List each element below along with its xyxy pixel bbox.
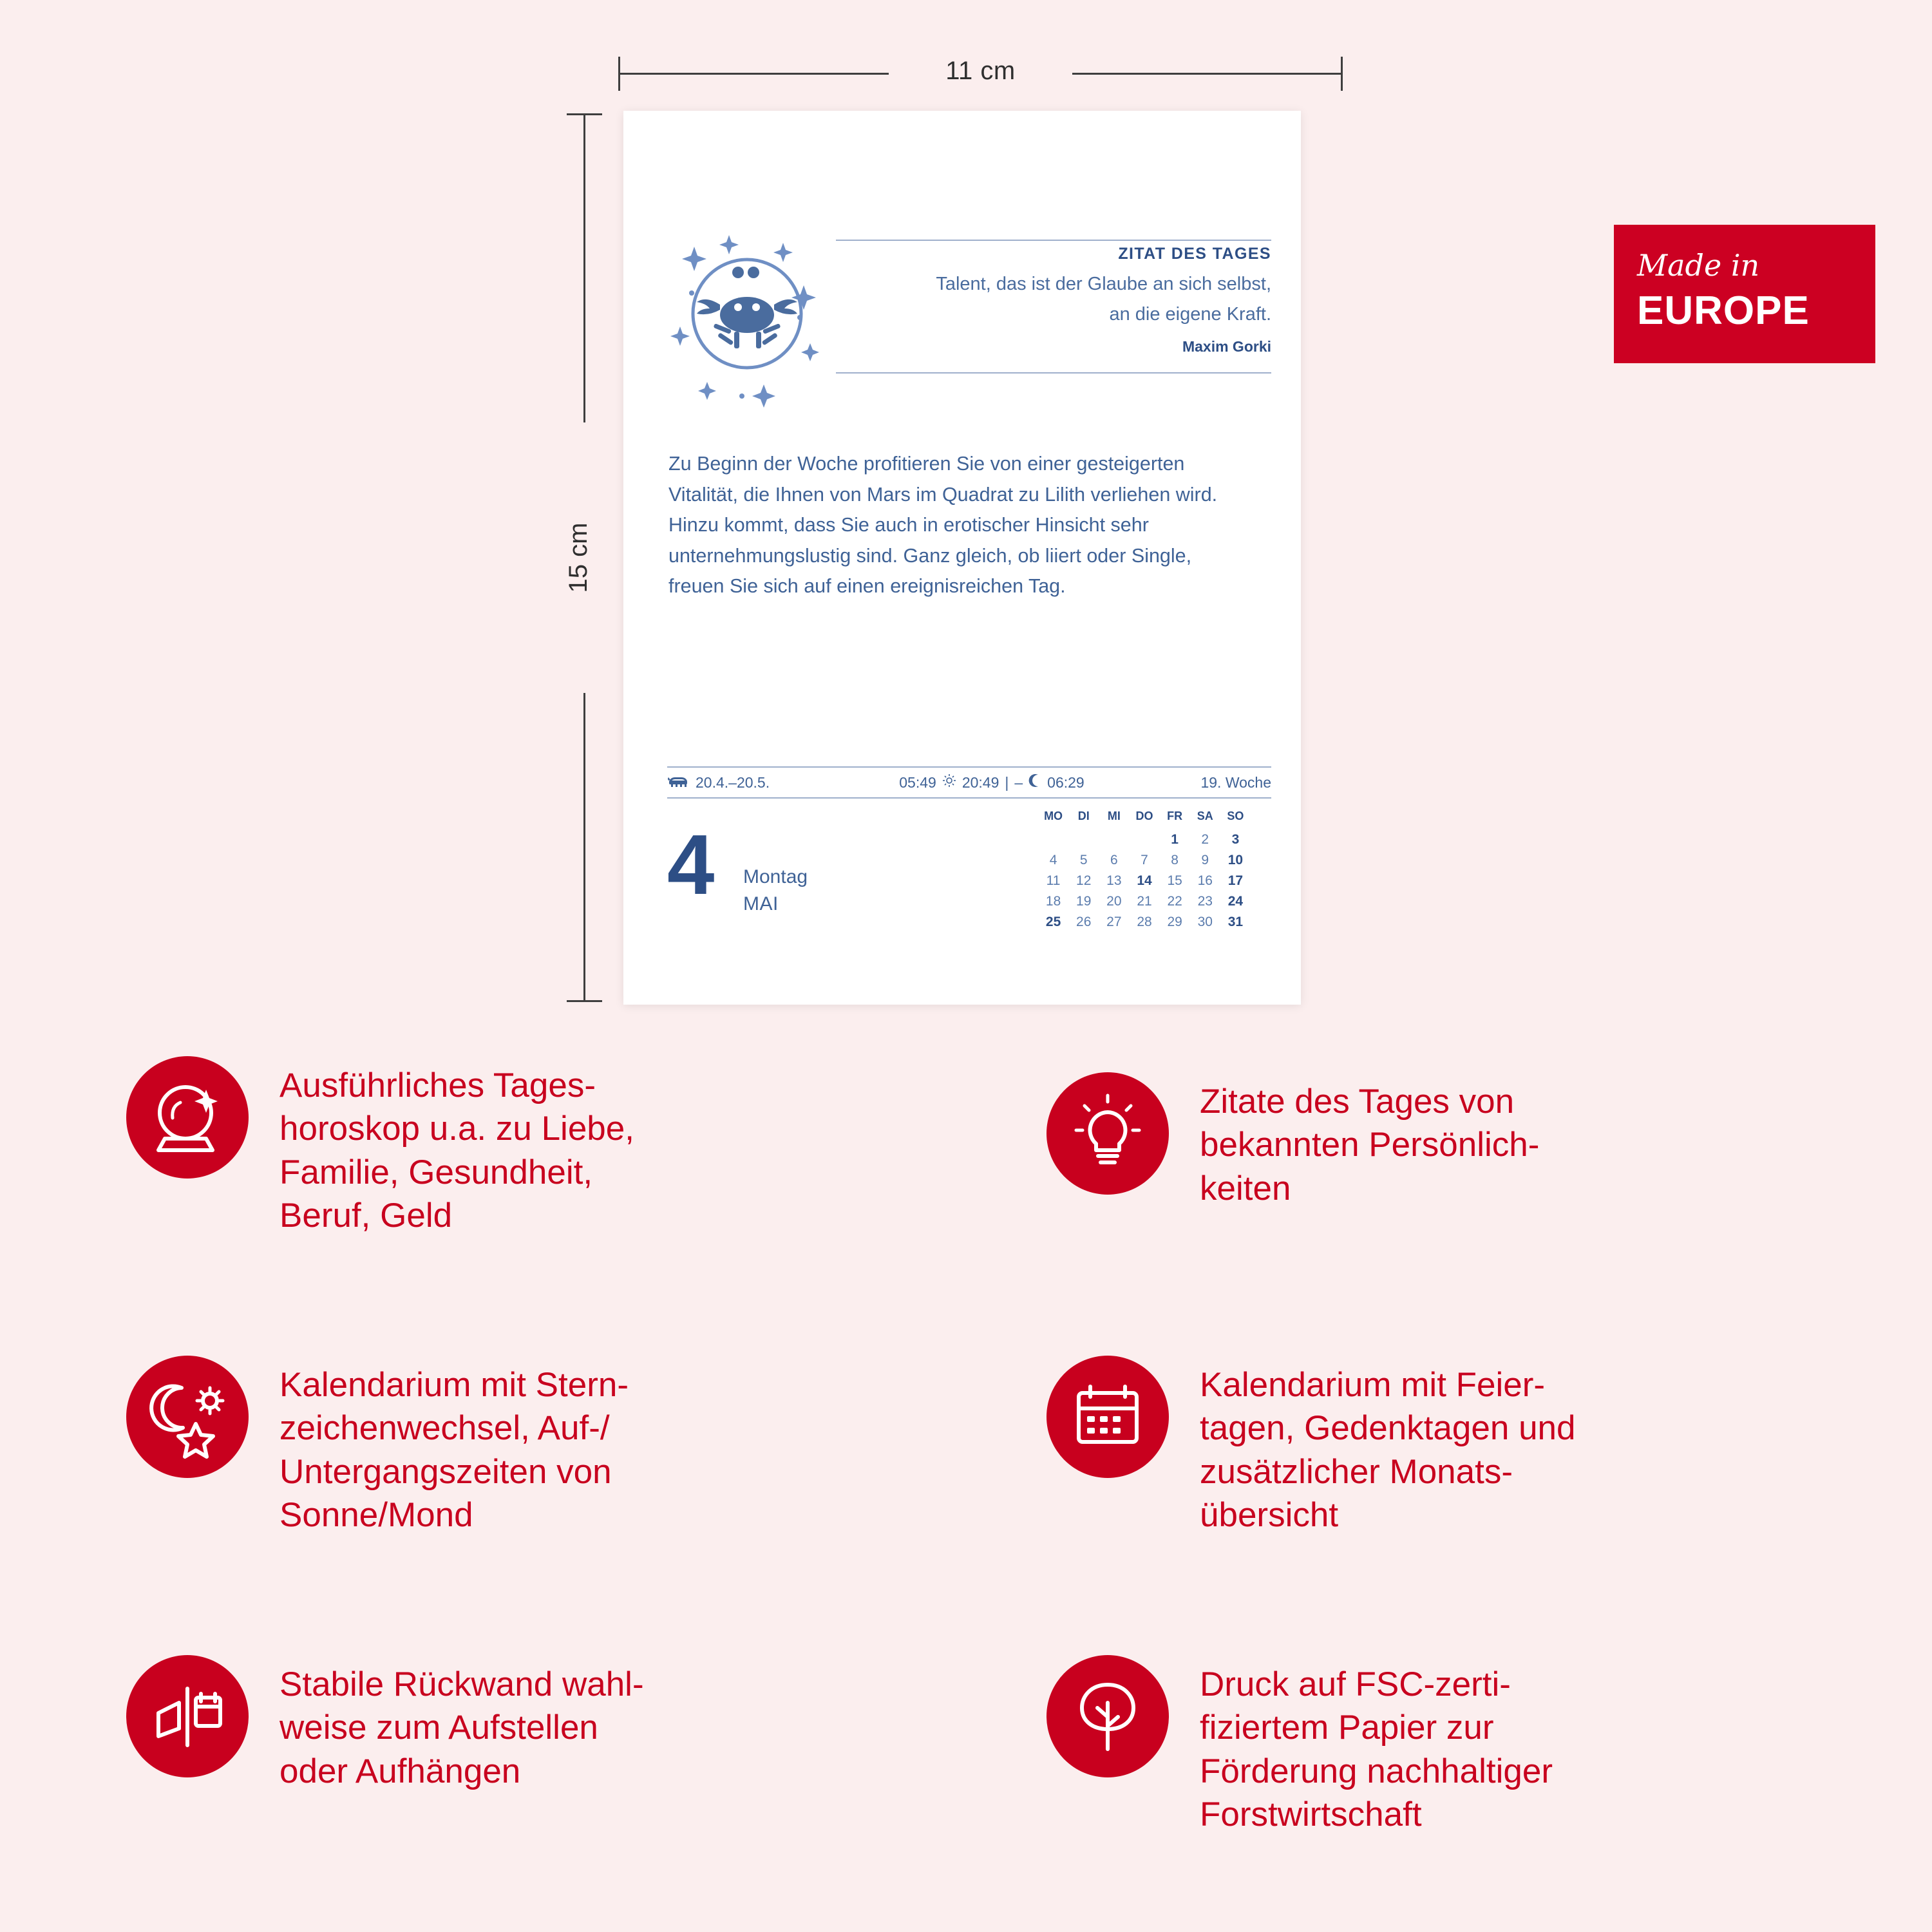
badge-europe-label: EUROPE <box>1637 289 1810 333</box>
mini-month-day-8: 8 <box>1171 853 1179 867</box>
sunset-time: 20:49 <box>961 773 999 791</box>
weekday-name: Montag <box>743 866 808 887</box>
mini-month-day-12: 12 <box>1076 873 1092 888</box>
mini-month-week-row <box>1038 871 1251 891</box>
mini-month-week-row <box>1038 891 1251 912</box>
sunrise-time: 05:49 <box>899 773 936 791</box>
mini-month-day-17: 17 <box>1227 873 1244 888</box>
stand-or-hang-icon <box>126 1655 249 1777</box>
mini-month-day-18: 18 <box>1045 894 1061 909</box>
feature-item-backwall <box>126 1655 644 1793</box>
height-dimension <box>565 113 604 1002</box>
mini-month-day-15: 15 <box>1167 873 1182 888</box>
height-dimension-line-bottom <box>583 693 585 1002</box>
mini-month-day-30: 30 <box>1197 914 1213 929</box>
mini-month-day-2: 2 <box>1201 832 1209 847</box>
astro-info-strip <box>667 766 1271 799</box>
time-separator: | <box>1005 773 1009 791</box>
lightbulb-icon <box>1046 1072 1169 1195</box>
height-dimension-cap-bottom <box>567 1000 602 1002</box>
mini-month-day-28: 28 <box>1137 914 1152 929</box>
mini-month-header-fr: FR <box>1167 810 1183 822</box>
taurus-icon <box>667 773 689 791</box>
tree-icon <box>1046 1655 1169 1777</box>
moon-icon <box>1028 773 1041 791</box>
width-dimension <box>618 57 1343 89</box>
mini-month-header-mo: MO <box>1044 810 1063 822</box>
week-number: 19. Woche <box>1200 773 1271 791</box>
feature-item-calendarium-astro <box>126 1356 629 1537</box>
moon-dash: – <box>1014 773 1023 791</box>
zodiac-period <box>667 773 860 791</box>
day-number: 4 <box>667 817 713 912</box>
mini-month-day-29: 29 <box>1167 914 1182 929</box>
mini-month-header-sa: SA <box>1197 810 1213 822</box>
mini-month-header-di: DI <box>1077 810 1090 822</box>
mini-month-day-empty <box>1129 829 1159 850</box>
zodiac-range-label: 20.4.–20.5. <box>696 773 770 791</box>
mini-month-day-23: 23 <box>1197 894 1213 909</box>
mini-month-day-5: 5 <box>1079 853 1088 867</box>
feature-text-holidays: Kalendarium mit Feier- tagen, Gedenktagen und zusätzlicher Monats- übersicht <box>1200 1366 1576 1534</box>
mini-month-day-6: 6 <box>1110 853 1118 867</box>
mini-month-day-empty <box>1068 829 1099 850</box>
feature-text-horoscope: Ausführliches Tages- horoskop u.a. zu Liebe, Familie, Gesundheit, Beruf, Geld <box>279 1066 634 1235</box>
calendar-icon <box>1046 1356 1169 1478</box>
feature-text-calendarium-astro: Kalendarium mit Stern- zeichenwechsel, Auf-/ Untergangszeiten von Sonne/Mond <box>279 1366 629 1534</box>
zodiac-cancer-icon <box>667 223 828 410</box>
badge-made-label: Made in <box>1637 248 1760 283</box>
mini-month-day-14: 14 <box>1137 873 1152 888</box>
width-dimension-line-left <box>618 73 889 75</box>
feature-text-fsc: Druck auf FSC-zerti- fiziertem Papier zur Förderung nachhaltiger Forstwirtschaft <box>1200 1665 1553 1833</box>
feature-item-horoscope <box>126 1056 634 1237</box>
mini-month-day-9: 9 <box>1201 853 1209 867</box>
feature-item-holidays <box>1046 1356 1576 1537</box>
mini-month-day-empty <box>1099 829 1129 850</box>
quote-rule-bottom <box>836 372 1271 374</box>
feature-item-quotes <box>1046 1072 1539 1210</box>
sun-moon-times <box>860 773 1123 791</box>
horoscope-text: Zu Beginn der Woche profitieren Sie von einer gesteigerten Vitalität, die Ihnen von Mars im Quadrat zu Lilith verliehen wird. Hinzu kommt, dass Sie auch in erotischer Hinsicht sehr unternehmungslustig sind. Ganz gleich, ob liiert oder Single, freuen Sie sich auf einen ereignisreichen Tag. <box>668 453 1218 598</box>
mini-month-week-row <box>1038 829 1251 850</box>
mini-month-day-26: 26 <box>1076 914 1092 929</box>
feature-item-fsc <box>1046 1655 1553 1836</box>
mini-month-day-21: 21 <box>1137 894 1152 909</box>
mini-month-day-27: 27 <box>1106 914 1122 929</box>
width-dimension-line-right <box>1072 73 1343 75</box>
mini-month-day-31: 31 <box>1227 914 1244 929</box>
month-name: MAI <box>743 893 779 914</box>
mini-month-day-11: 11 <box>1046 873 1061 888</box>
mini-month-day-10: 10 <box>1227 853 1244 867</box>
feature-text-quotes: Zitate des Tages von bekannten Persönlich- keiten <box>1200 1083 1540 1208</box>
moonrise-time: 06:29 <box>1047 773 1084 791</box>
mini-month-day-3: 3 <box>1231 832 1240 847</box>
quote-block <box>836 240 1271 374</box>
made-in-europe-badge <box>1614 225 1875 363</box>
quote-line-1: Talent, das ist der Glaube an sich selbst, <box>936 274 1271 294</box>
quote-line-2: an die eigene Kraft. <box>1109 304 1271 325</box>
mini-month-day-20: 20 <box>1106 894 1122 909</box>
mini-month-day-16: 16 <box>1197 873 1213 888</box>
mini-month-day-19: 19 <box>1076 894 1092 909</box>
mini-month-day-24: 24 <box>1227 894 1244 909</box>
mini-month-day-13: 13 <box>1106 873 1122 888</box>
quote-heading: ZITAT DES TAGES <box>1118 245 1271 263</box>
width-dimension-cap-right <box>1341 57 1343 91</box>
mini-month-week-row <box>1038 912 1251 933</box>
width-dimension-label: 11 cm <box>945 57 1016 85</box>
crystal-ball-icon <box>126 1056 249 1179</box>
mini-month-day-empty <box>1038 829 1068 850</box>
mini-month-day-22: 22 <box>1167 894 1182 909</box>
moon-sun-star-icon <box>126 1356 249 1478</box>
sheet-footer <box>667 810 1271 971</box>
mini-month-calendar <box>1038 810 1251 933</box>
mini-month-header-do: DO <box>1135 810 1153 822</box>
mini-month-day-1: 1 <box>1171 832 1179 847</box>
mini-month-week-row <box>1038 850 1251 871</box>
height-dimension-label: 15 cm <box>564 522 592 593</box>
mini-month-day-25: 25 <box>1045 914 1061 929</box>
mini-month-day-7: 7 <box>1141 853 1148 867</box>
mini-month-header-mi: MI <box>1107 810 1121 822</box>
sheet-header <box>667 240 1271 420</box>
mini-month-header-so: SO <box>1227 810 1244 822</box>
height-dimension-line-top <box>583 113 585 422</box>
mini-month-day-4: 4 <box>1049 853 1057 867</box>
sun-icon <box>942 773 956 791</box>
feature-text-backwall: Stabile Rückwand wahl- weise zum Aufstellen oder Aufhängen <box>279 1665 644 1790</box>
calendar-sheet-preview <box>623 111 1301 1005</box>
quote-author: Maxim Gorki <box>1182 338 1271 355</box>
